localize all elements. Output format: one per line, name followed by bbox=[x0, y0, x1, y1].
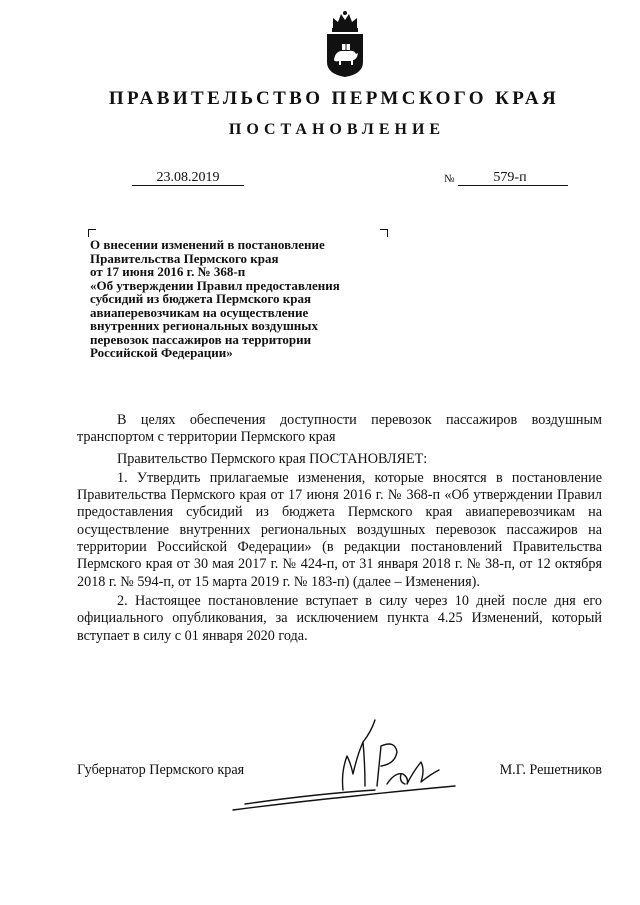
subject-line: «Об утверждении Правил предоставления bbox=[90, 277, 340, 293]
resolution-paragraph: Правительство Пермского края ПОСТАНОВЛЯЕТ: bbox=[117, 450, 428, 467]
subject-line: Российской Федерации» bbox=[90, 345, 233, 360]
document-subject bbox=[90, 238, 400, 360]
subject-line: перевозок пассажиров на территории bbox=[90, 331, 312, 347]
government-title: ПРАВИТЕЛЬСТВО ПЕРМСКОГО КРАЯ bbox=[108, 88, 560, 109]
subject-corner-right bbox=[380, 229, 388, 237]
item-2-paragraph: 2. Настоящее постановление вступает в силу через 10 дней после дня его официального опубликования, за исключением пункта 4.25 Изменений, который вступает в силу с 01 января 2020 года. bbox=[77, 592, 602, 644]
number-sign: № bbox=[444, 173, 455, 185]
subject-corner-left bbox=[88, 229, 96, 237]
subject-line: внутренних региональных воздушных bbox=[90, 318, 318, 333]
coat-of-arms-icon bbox=[323, 10, 367, 78]
signatory-name: М.Г. Решетников bbox=[499, 762, 602, 778]
document-number: 579-п bbox=[458, 170, 568, 186]
document-body bbox=[77, 412, 602, 647]
subject-line: от 17 июня 2016 г. № 368-п bbox=[90, 264, 246, 279]
subject-line: авиаперевозчикам на осуществление bbox=[90, 304, 309, 320]
document-type: ПОСТАНОВЛЕНИЕ bbox=[228, 121, 446, 138]
subject-line: Правительства Пермского края bbox=[90, 250, 279, 266]
signatory-position: Губернатор Пермского края bbox=[77, 762, 245, 778]
item-1-paragraph: 1. Утвердить прилагаемые изменения, которые вносятся в постановление Правительства Пермского края от 17 июня 2016 г. № 368-п «Об утверждении Правил предоставления субсидий из бюджета Пермского края авиаперевозчикам на осуществление внутренних региональных воздушных перевозок пассажиров на территории Российской Федерации» (в редакции постановлений Правительства Пермского края от 30 мая 2017 г. № 424-п, от 31 января 2018 г. № 38-п, от 12 октября 2018 г. № 594-п, от 15 марта 2019 г. № 183-п) (далее – Изменения). bbox=[77, 469, 602, 590]
preamble-paragraph: В целях обеспечения доступности перевозок пассажиров воздушным транспортом с территории Пермского края bbox=[77, 412, 602, 446]
handwritten-signature-icon bbox=[225, 712, 465, 817]
document-date: 23.08.2019 bbox=[132, 170, 244, 186]
subject-line: субсидий из бюджета Пермского края bbox=[90, 291, 311, 306]
subject-line: О внесении изменений в постановление bbox=[90, 237, 325, 252]
